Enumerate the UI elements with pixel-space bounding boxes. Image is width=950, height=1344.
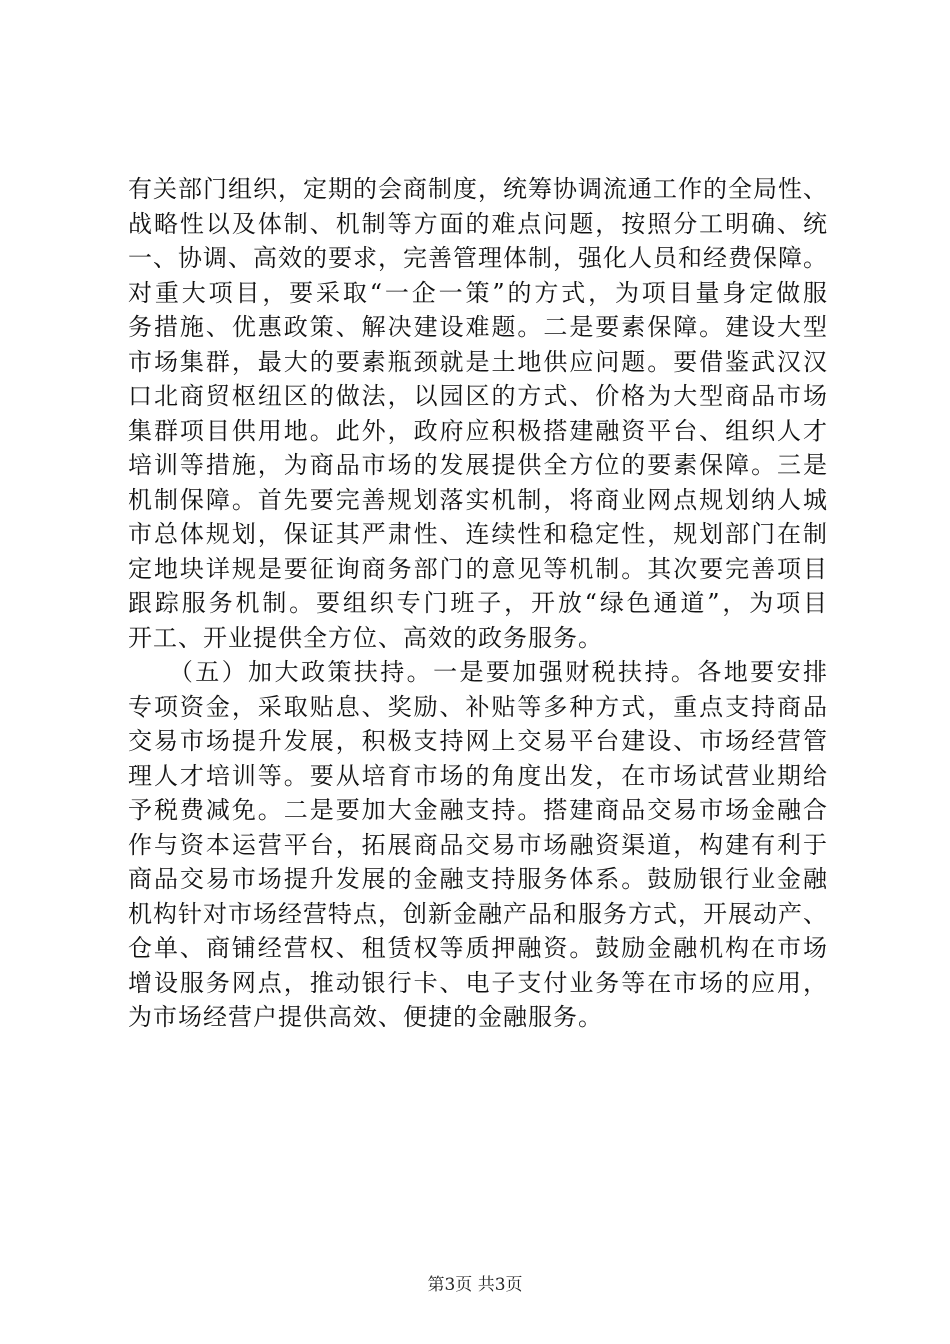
text-line: 对重大项目，要采取“一企一策”的方式，为项目量身定做服: [128, 278, 828, 307]
text-line: 集群项目供用地。此外，政府应积极搭建融资平台、组织人才: [128, 416, 828, 445]
text-line: （五）加大政策扶持。一是要加强财税扶持。各地要安排: [128, 658, 828, 686]
text-line: 商品交易市场提升发展的金融支持服务体系。鼓励银行业金融: [128, 865, 828, 893]
text-line: 市场集群，最大的要素瓶颈就是土地供应问题。要借鉴武汉汉: [128, 347, 828, 376]
text-line: 一、协调、高效的要求，完善管理体制，强化人员和经费保障。: [128, 244, 828, 272]
text-line: 务措施、优惠政策、解决建设难题。二是要素保障。建设大型: [128, 313, 828, 341]
text-line: 定地块详规是要征询商务部门的意见等机制。其次要完善项目: [128, 554, 828, 583]
text-line: 市总体规划，保证其严肃性、连续性和稳定性，规划部门在制: [128, 520, 828, 548]
text-line: 机构针对市场经营特点，创新金融产品和服务方式，开展动产、: [128, 899, 828, 928]
text-line: 口北商贸枢纽区的做法，以园区的方式、价格为大型商品市场: [128, 382, 828, 410]
text-line: 专项资金，采取贴息、奖励、补贴等多种方式，重点支持商品: [128, 692, 828, 721]
text-line: 为市场经营户提供高效、便捷的金融服务。: [128, 1003, 603, 1031]
text-line: 交易市场提升发展，积极支持网上交易平台建设、市场经营管: [128, 727, 828, 755]
text-line: 予税费减免。二是要加大金融支持。搭建商品交易市场金融合: [128, 796, 828, 824]
text-line: 仓单、商铺经营权、租赁权等质押融资。鼓励金融机构在市场: [128, 934, 828, 962]
page-number-label: 第3页 共3页: [427, 1275, 523, 1295]
text-line: 开工、开业提供全方位、高效的政务服务。: [128, 623, 603, 652]
text-line: 作与资本运营平台，拓展商品交易市场融资渠道，构建有利于: [128, 830, 828, 859]
text-line: 增设服务网点，推动银行卡、电子支付业务等在市场的应用，: [128, 968, 828, 997]
text-line: 机制保障。首先要完善规划落实机制，将商业网点规划纳人城: [128, 485, 828, 514]
text-line: 跟踪服务机制。要组织专门班子，开放“绿色通道”，为项目: [128, 589, 828, 617]
text-line: 有关部门组织，定期的会商制度，统筹协调流通工作的全局性、: [128, 175, 828, 203]
page-footer: [0, 1275, 950, 1295]
body-text: [128, 172, 828, 1035]
text-line: 理人才培训等。要从培育市场的角度出发，在市场试营业期给: [128, 761, 828, 790]
text-line: 培训等措施，为商品市场的发展提供全方位的要素保障。三是: [128, 451, 828, 479]
text-line: 战略性以及体制、机制等方面的难点问题，按照分工明确、统: [128, 209, 828, 238]
